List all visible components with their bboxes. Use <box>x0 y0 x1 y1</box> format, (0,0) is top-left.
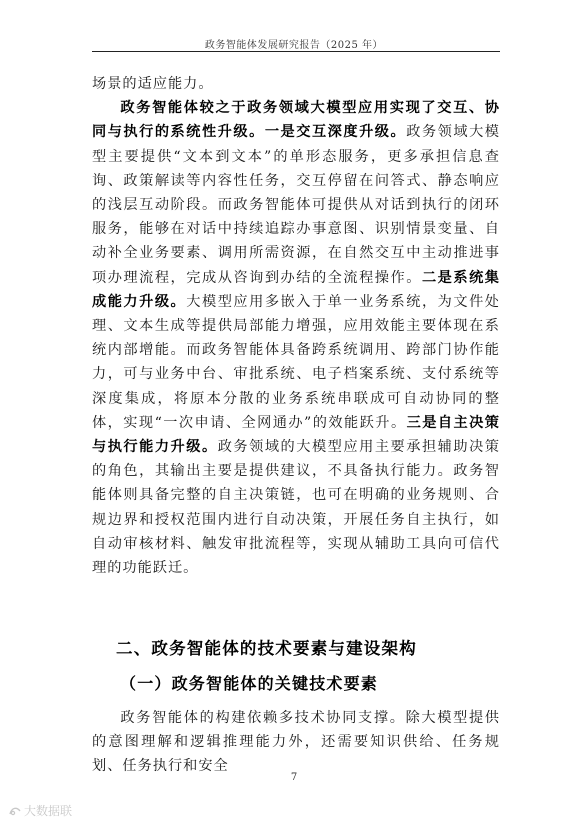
lead-sentence: 政务智能体较之于政务领域大模型应用实现了交互、协同与执行的系统性升级。 <box>92 100 500 141</box>
page-number: 7 <box>290 772 298 783</box>
point-three-heading: 三是自主决策与执行能力升级。 <box>92 414 500 456</box>
header-rule <box>92 51 500 52</box>
point-three-text: 政务领域的大模型应用主要承担辅助决策的角色，其输出主要是提供建议，不具备执行能力。政务智能体则具备完整的自主决策链，也可在明确的业务规则、合规边界和授权范围内进行自动决策，开展任务自主执行，如自动审核材料、触发审批流程等，实现从辅助工具向可信代理的功能跃迁。 <box>92 439 500 577</box>
body-text <box>92 72 500 580</box>
point-one-text: 政务领域大模型主要提供“文本到文本”的单形态服务，更多承担信息查询、政策解读等内容性任务，交互停留在问答式、静态响应的浅层互动阶段。而政务智能体可提供从对话到执行的闭环服务，能够在对话中持续追踪办事意图、识别情景变量、自动补全业务要素、调用所需资源，在自然交互中主动推进事项办理流程，完成从咨询到办结的全流程操作。 <box>92 124 500 286</box>
subsection-heading: （一）政务智能体的关键技术要素 <box>120 674 379 693</box>
watermark <box>8 802 72 819</box>
running-header: 政务智能体发展研究报告（2025 年） <box>204 40 384 51</box>
watermark-text: 大数据联 <box>24 804 73 818</box>
tail-paragraph: 政务智能体的构建依赖多技术协同支撑。除大模型提供的意图理解和逻辑推理能力外，还需要知识供给、任务规划、任务执行和安全 <box>92 710 500 775</box>
tail-text <box>92 706 500 779</box>
point-two-text: 大模型应用多嵌入于单一业务系统，为文件处理、文本生成等提供局部能力增强，应用效能主要体现在系统内部增能。而政务智能体具备跨系统调用、跨部门协作能力，可与业务中台、审批系统、电子档案系统、支付系统等深度集成，将原本分散的业务系统串联成可自动协同的整体，实现“一次申请、全网通办”的效能跃升。 <box>92 293 500 431</box>
section-heading: 二、政务智能体的技术要素与建设架构 <box>116 639 417 658</box>
point-one-heading: 一是交互深度升级。 <box>264 124 407 141</box>
watermark-logo-icon <box>8 805 22 817</box>
point-two-heading: 二是系统集成能力升级。 <box>92 269 500 310</box>
paragraph-upgrades <box>92 96 500 580</box>
intro-line: 场景的适应能力。 <box>92 76 214 92</box>
